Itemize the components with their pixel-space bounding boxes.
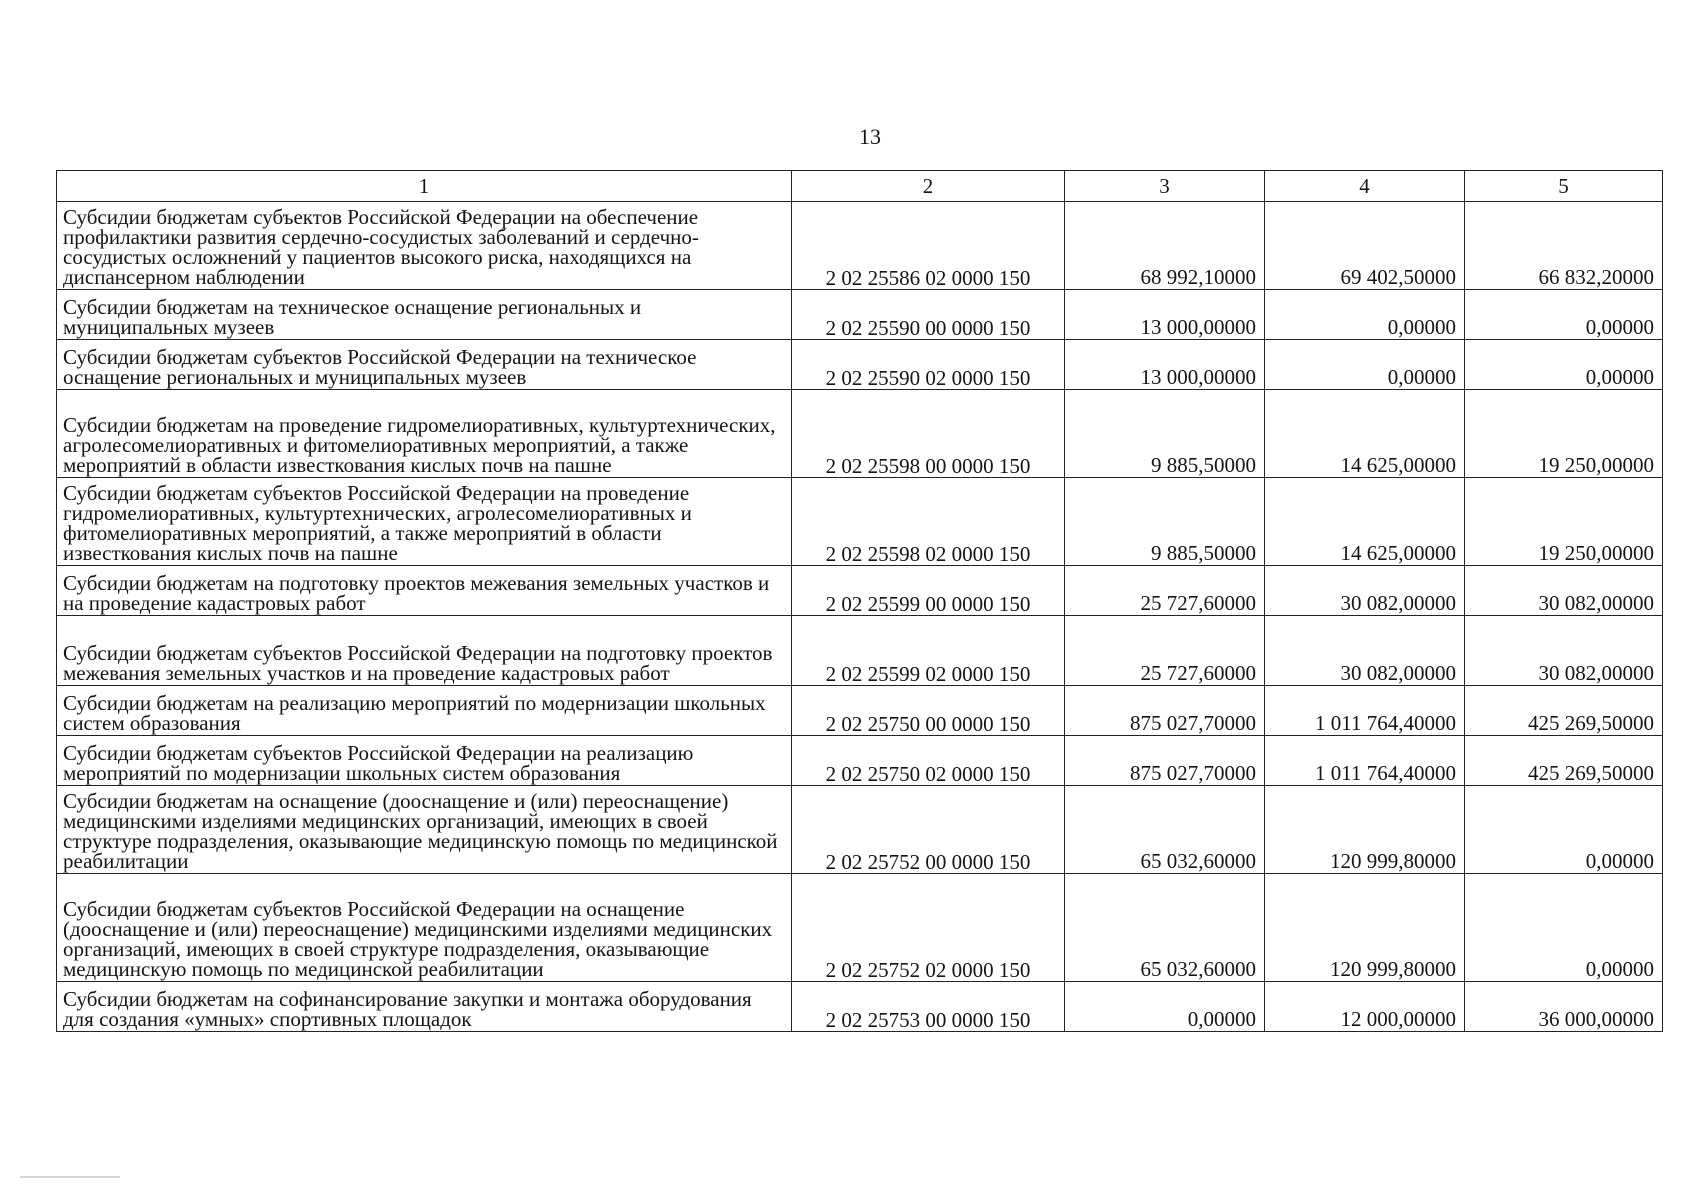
budget-table bbox=[56, 170, 1663, 1032]
row-name: Субсидии бюджетам на подготовку проектов межевания земельных участков и на проведение кадастровых работ bbox=[57, 566, 792, 616]
row-value-col5: 0,00000 bbox=[1465, 340, 1663, 390]
table-row bbox=[57, 686, 1663, 736]
row-value-col5: 30 082,00000 bbox=[1465, 616, 1663, 686]
row-value-col4: 1 011 764,40000 bbox=[1265, 736, 1465, 786]
row-code: 2 02 25752 02 0000 150 bbox=[792, 874, 1065, 982]
row-name: Субсидии бюджетам субъектов Российской Федерации на проведение гидромелиоративных, культуртехнических, агролесомелиоративных и фитомелиоративных мероприятий, а также мероприятий в области известкования кислых почв на пашне bbox=[57, 478, 792, 566]
table-row bbox=[57, 340, 1663, 390]
row-value-col3: 25 727,60000 bbox=[1065, 566, 1265, 616]
row-name: Субсидии бюджетам субъектов Российской Федерации на оснащение (дооснащение и (или) переоснащение) медицинскими изделиями медицинских организаций, имеющих в своей структуре подразделения, оказывающие медицинскую помощь по медицинской реабилитации bbox=[57, 874, 792, 982]
row-name: Субсидии бюджетам на проведение гидромелиоративных, культуртехнических, агролесомелиоративных и фитомелиоративных мероприятий, а также мероприятий в области известкования кислых почв на пашне bbox=[57, 390, 792, 478]
row-code: 2 02 25753 00 0000 150 bbox=[792, 982, 1065, 1032]
table-header bbox=[57, 171, 1663, 202]
table-body bbox=[57, 202, 1663, 1032]
row-value-col3: 25 727,60000 bbox=[1065, 616, 1265, 686]
row-value-col3: 65 032,60000 bbox=[1065, 786, 1265, 874]
table-row bbox=[57, 982, 1663, 1032]
row-code: 2 02 25750 02 0000 150 bbox=[792, 736, 1065, 786]
row-code: 2 02 25586 02 0000 150 bbox=[792, 202, 1065, 290]
table-row bbox=[57, 202, 1663, 290]
row-code: 2 02 25590 02 0000 150 bbox=[792, 340, 1065, 390]
row-value-col4: 30 082,00000 bbox=[1265, 566, 1465, 616]
table-row bbox=[57, 736, 1663, 786]
column-header-1: 1 bbox=[57, 171, 792, 202]
row-value-col4: 14 625,00000 bbox=[1265, 478, 1465, 566]
row-code: 2 02 25590 00 0000 150 bbox=[792, 290, 1065, 340]
row-value-col3: 65 032,60000 bbox=[1065, 874, 1265, 982]
row-value-col3: 9 885,50000 bbox=[1065, 390, 1265, 478]
row-value-col3: 13 000,00000 bbox=[1065, 290, 1265, 340]
scan-artifact-line bbox=[20, 1176, 120, 1178]
row-value-col3: 0,00000 bbox=[1065, 982, 1265, 1032]
row-code: 2 02 25599 00 0000 150 bbox=[792, 566, 1065, 616]
row-value-col5: 66 832,20000 bbox=[1465, 202, 1663, 290]
table-row bbox=[57, 566, 1663, 616]
row-code: 2 02 25598 02 0000 150 bbox=[792, 478, 1065, 566]
row-value-col5: 0,00000 bbox=[1465, 290, 1663, 340]
row-name: Субсидии бюджетам субъектов Российской Федерации на обеспечение профилактики развития сердечно-сосудистых заболеваний и сердечно-сосудистых осложнений у пациентов высокого риска, находящихся на диспансерном наблюдении bbox=[57, 202, 792, 290]
row-value-col3: 875 027,70000 bbox=[1065, 686, 1265, 736]
row-value-col4: 30 082,00000 bbox=[1265, 616, 1465, 686]
row-code: 2 02 25750 00 0000 150 bbox=[792, 686, 1065, 736]
row-name: Субсидии бюджетам на техническое оснащение региональных и муниципальных музеев bbox=[57, 290, 792, 340]
header-row bbox=[57, 171, 1663, 202]
row-value-col5: 0,00000 bbox=[1465, 874, 1663, 982]
page-number: 13 bbox=[859, 124, 881, 149]
row-name: Субсидии бюджетам на софинансирование закупки и монтажа оборудования для создания «умных» спортивных площадок bbox=[57, 982, 792, 1032]
row-value-col4: 14 625,00000 bbox=[1265, 390, 1465, 478]
row-value-col5: 36 000,00000 bbox=[1465, 982, 1663, 1032]
table-row bbox=[57, 390, 1663, 478]
row-name: Субсидии бюджетам на оснащение (дооснащение и (или) переоснащение) медицинскими изделиями медицинских организаций, имеющих в своей структуре подразделения, оказывающие медицинскую помощь по медицинской реабилитации bbox=[57, 786, 792, 874]
row-name: Субсидии бюджетам на реализацию мероприятий по модернизации школьных систем образования bbox=[57, 686, 792, 736]
row-value-col5: 0,00000 bbox=[1465, 786, 1663, 874]
row-code: 2 02 25598 00 0000 150 bbox=[792, 390, 1065, 478]
row-code: 2 02 25599 02 0000 150 bbox=[792, 616, 1065, 686]
row-value-col3: 68 992,10000 bbox=[1065, 202, 1265, 290]
table-row bbox=[57, 616, 1663, 686]
column-header-5: 5 bbox=[1465, 171, 1663, 202]
row-value-col4: 120 999,80000 bbox=[1265, 786, 1465, 874]
row-name: Субсидии бюджетам субъектов Российской Федерации на подготовку проектов межевания земельных участков и на проведение кадастровых работ bbox=[57, 616, 792, 686]
row-name: Субсидии бюджетам субъектов Российской Федерации на реализацию мероприятий по модернизации школьных систем образования bbox=[57, 736, 792, 786]
column-header-2: 2 bbox=[792, 171, 1065, 202]
table-row bbox=[57, 786, 1663, 874]
column-header-3: 3 bbox=[1065, 171, 1265, 202]
row-value-col5: 425 269,50000 bbox=[1465, 686, 1663, 736]
row-value-col5: 30 082,00000 bbox=[1465, 566, 1663, 616]
row-value-col4: 1 011 764,40000 bbox=[1265, 686, 1465, 736]
row-value-col4: 120 999,80000 bbox=[1265, 874, 1465, 982]
row-value-col3: 13 000,00000 bbox=[1065, 340, 1265, 390]
row-value-col3: 875 027,70000 bbox=[1065, 736, 1265, 786]
row-value-col5: 19 250,00000 bbox=[1465, 478, 1663, 566]
column-header-4: 4 bbox=[1265, 171, 1465, 202]
row-value-col5: 425 269,50000 bbox=[1465, 736, 1663, 786]
row-value-col5: 19 250,00000 bbox=[1465, 390, 1663, 478]
row-code: 2 02 25752 00 0000 150 bbox=[792, 786, 1065, 874]
table-row bbox=[57, 478, 1663, 566]
row-value-col3: 9 885,50000 bbox=[1065, 478, 1265, 566]
row-value-col4: 12 000,00000 bbox=[1265, 982, 1465, 1032]
row-value-col4: 69 402,50000 bbox=[1265, 202, 1465, 290]
row-value-col4: 0,00000 bbox=[1265, 340, 1465, 390]
table-row bbox=[57, 874, 1663, 982]
row-value-col4: 0,00000 bbox=[1265, 290, 1465, 340]
table-row bbox=[57, 290, 1663, 340]
row-name: Субсидии бюджетам субъектов Российской Федерации на техническое оснащение региональных и муниципальных музеев bbox=[57, 340, 792, 390]
